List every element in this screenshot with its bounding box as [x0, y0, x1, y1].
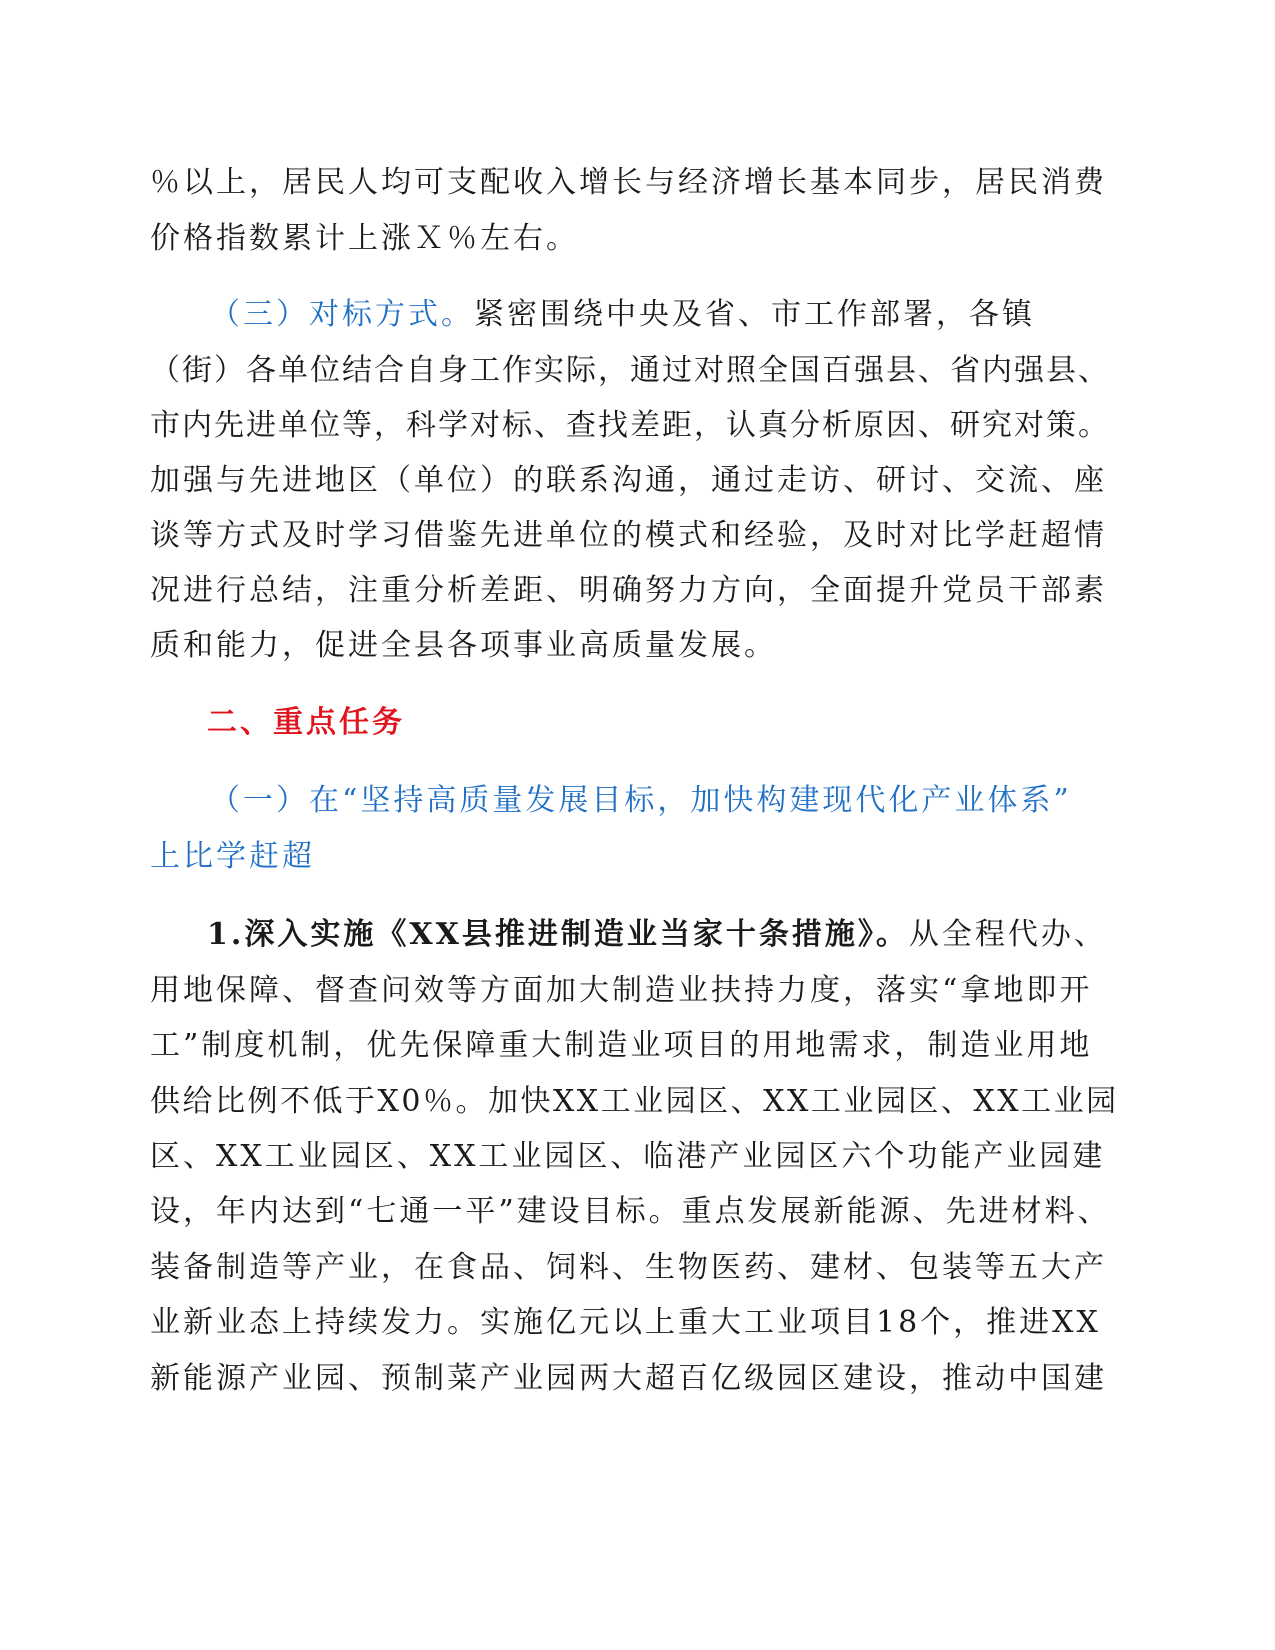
para2-line-2: （街）各单位结合自身工作实际，通过对照全国百强县、省内强县、 [150, 353, 1110, 388]
subsection1-line-2: 上比学赶超 [150, 839, 315, 874]
para1-line-1: ％以上，居民人均可支配收入增长与经济增长基本同步，居民消费 [150, 165, 1107, 200]
item1-line-6: 设，年内达到“七通一平”建设目标。重点发展新能源、先进材料、 [150, 1194, 1111, 1229]
item1-line-7: 装备制造等产业，在食品、饲料、生物医药、建材、包装等五大产 [150, 1250, 1107, 1285]
para2-line-1-text: 紧密围绕中央及省、市工作部署，各镇 [474, 297, 1035, 332]
item1-line-1 [207, 914, 1107, 956]
item1-line-5: 区、XX工业园区、XX工业园区、临港产业园区六个功能产业园建 [150, 1139, 1106, 1174]
item1-line-1-text: 从全程代办、 [908, 917, 1107, 952]
para2-line-6: 况进行总结，注重分析差距、明确努力方向，全面提升党员干部素 [150, 573, 1107, 608]
item1-line-4: 供给比例不低于X0％。加快XX工业园区、XX工业园区、XX工业园 [150, 1084, 1119, 1119]
para2-line-4: 加强与先进地区（单位）的联系沟通，通过走访、研讨、交流、座 [150, 463, 1107, 498]
para1-line-2: 价格指数累计上涨Ｘ％左右。 [150, 221, 579, 256]
para2-line-7: 质和能力，促进全县各项事业高质量发展。 [150, 628, 777, 663]
para2-line-1 [210, 294, 1035, 336]
para2-line-3: 市内先进单位等，科学对标、查找差距，认真分析原因、研究对策。 [150, 408, 1110, 443]
item1-line-9: 新能源产业园、预制菜产业园两大超百亿级园区建设，推动中国建 [150, 1361, 1107, 1396]
item1-line-2: 用地保障、督查问效等方面加大制造业扶持力度，落实“拿地即开 [150, 973, 1093, 1008]
item1-heading: 1.深入实施《XX县推进制造业当家十条措施》。 [207, 917, 909, 952]
item1-line-3: 工”制度机制，优先保障重大制造业项目的用地需求，制造业用地 [150, 1028, 1093, 1063]
subsection1-line-1: （一）在“坚持高质量发展目标，加快构建现代化产业体系” [210, 783, 1072, 818]
subsection-heading-benchmark-method: （三）对标方式。 [210, 297, 474, 332]
item1-line-8: 业新业态上持续发力。实施亿元以上重大工业项目18个，推进XX [150, 1305, 1101, 1340]
para2-line-5: 谈等方式及时学习借鉴先进单位的模式和经验，及时对比学赶超情 [150, 518, 1107, 553]
section-title-key-tasks: 二、重点任务 [207, 705, 405, 740]
